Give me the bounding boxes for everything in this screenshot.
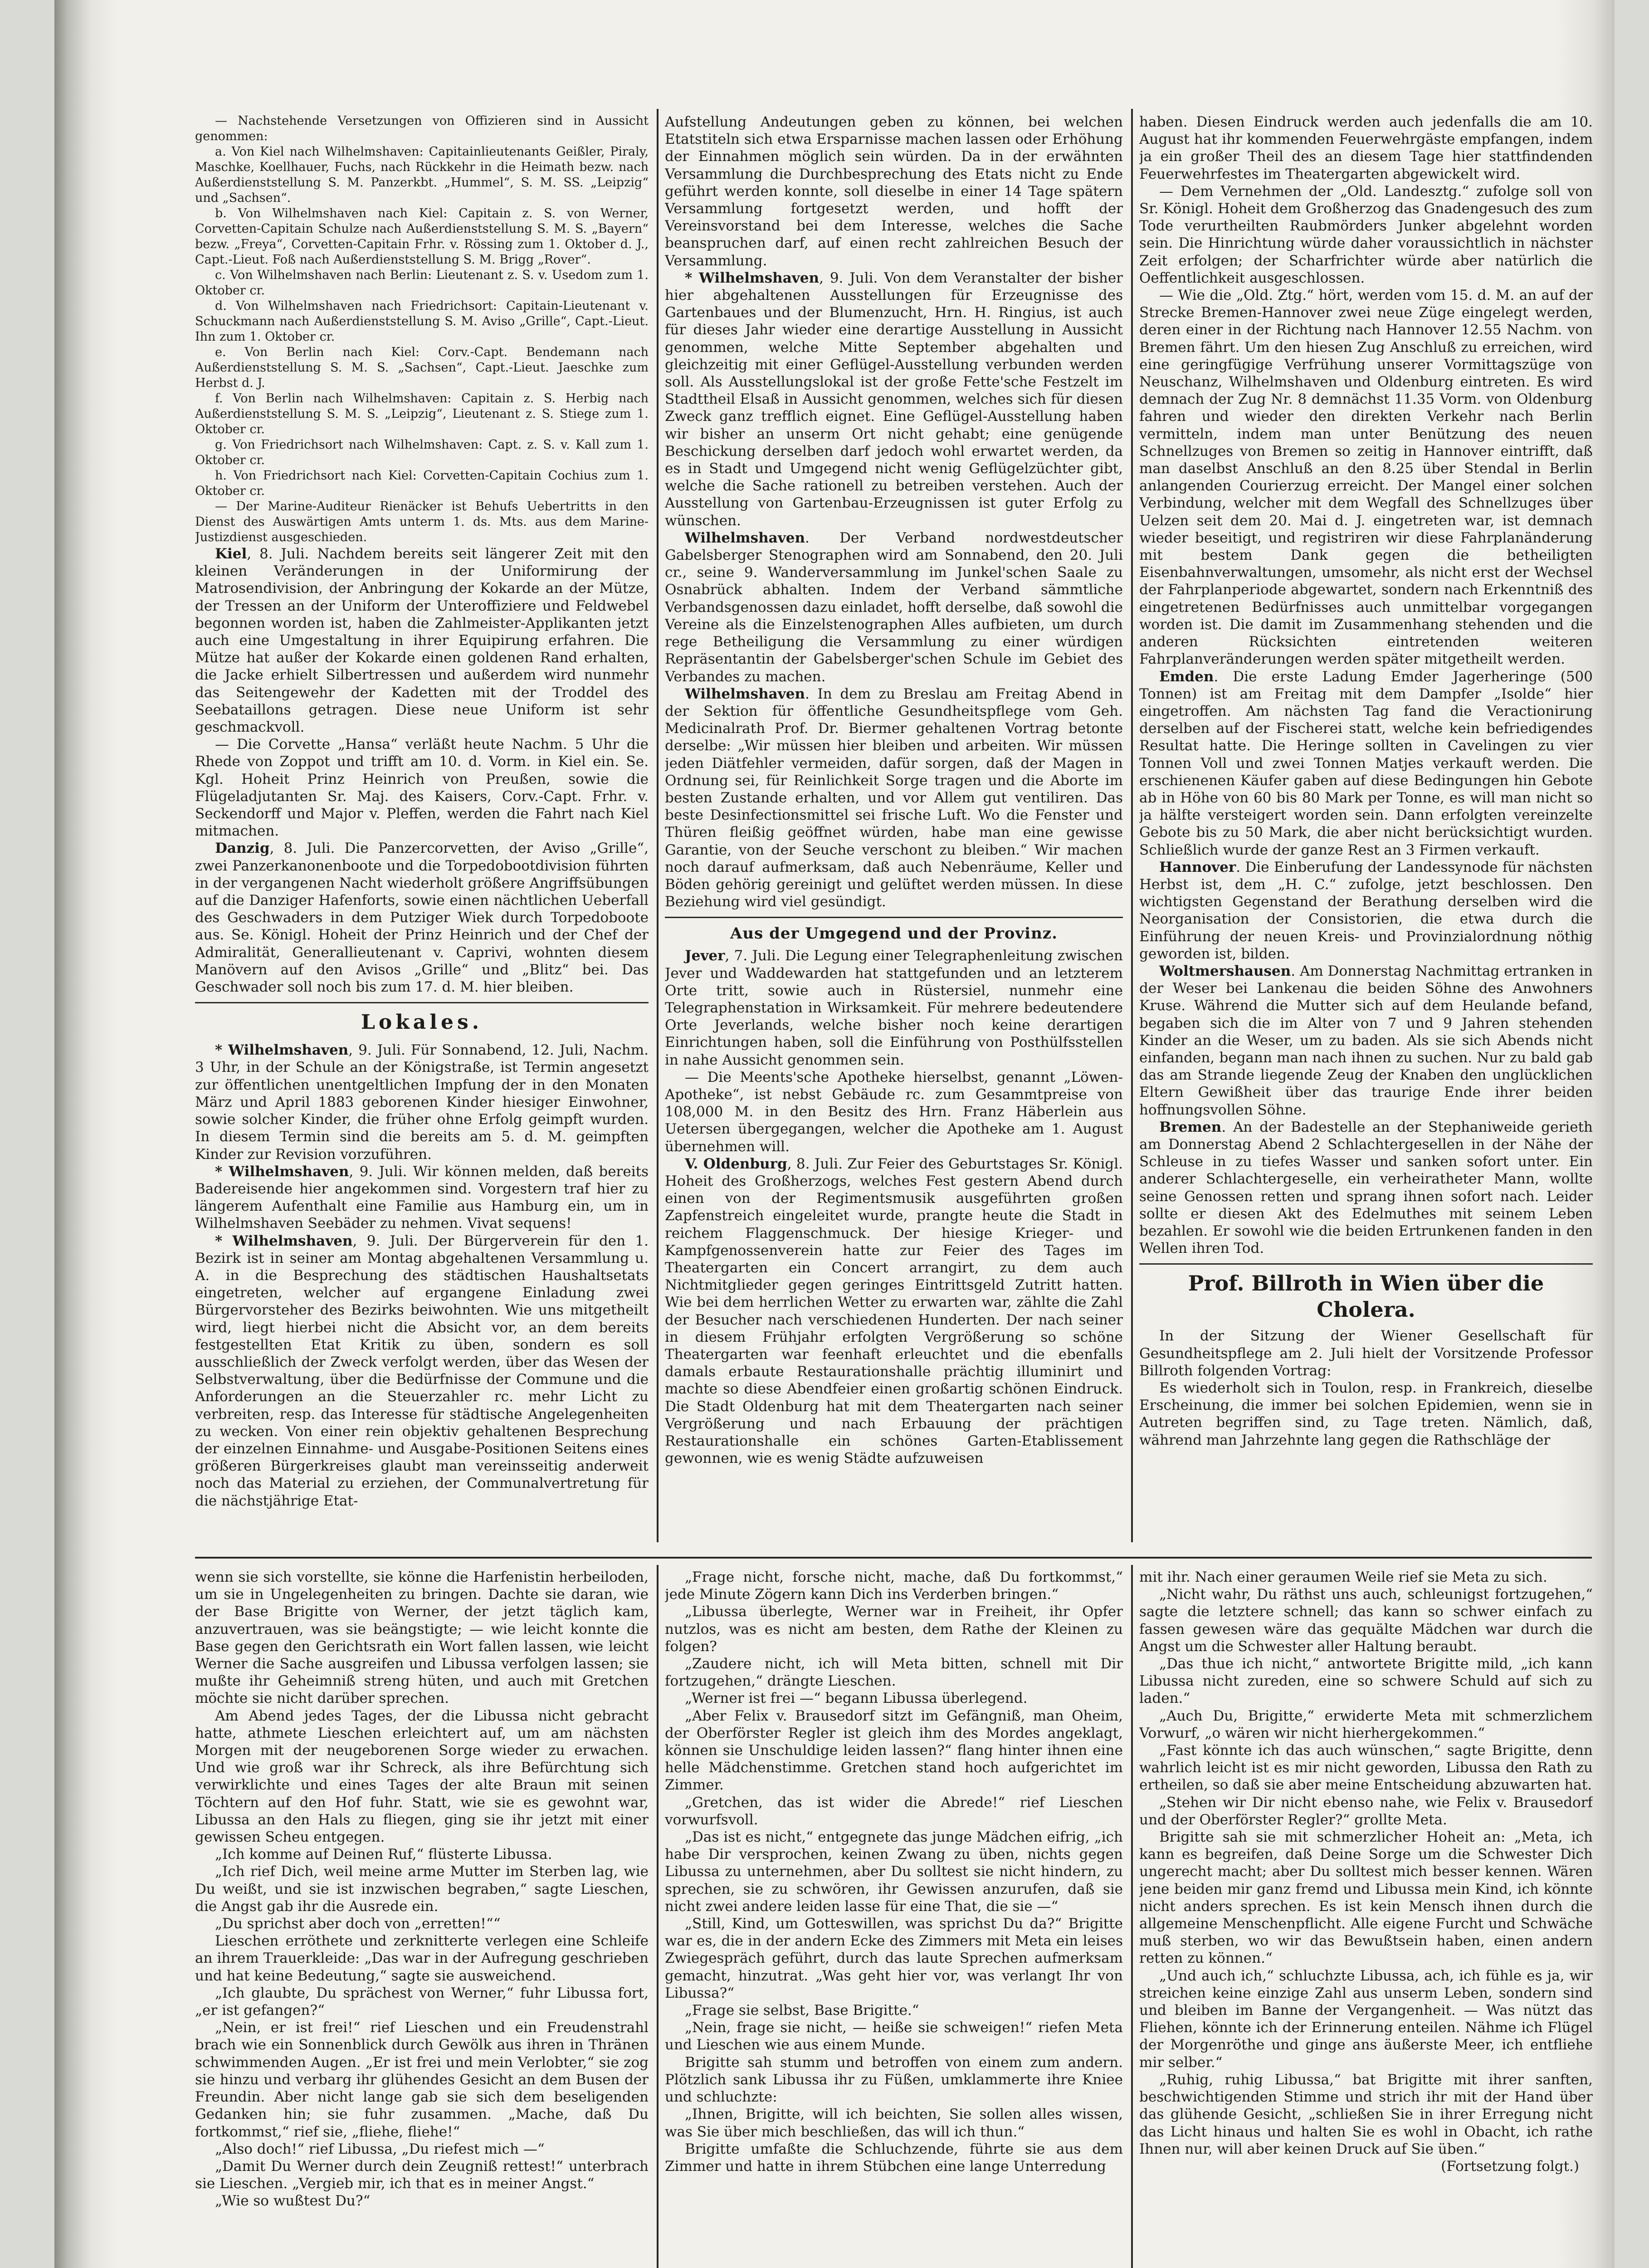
section-divider [1139, 1263, 1593, 1265]
story-text: „Stehen wir Dir nicht ebenso nahe, wie Felix v. Brausedorf und der Oberförster Regler?“ grollte Meta. [1139, 1794, 1593, 1828]
section-divider [195, 1002, 649, 1003]
story-text: „Wie so wußtest Du?“ [215, 2193, 371, 2209]
story-text: „Nein, frage sie nicht, — heiße sie schweigen!“ riefen Meta und Lieschen wie aus einem Munde. [665, 2019, 1123, 2053]
story-text: „Ihnen, Brigitte, will ich beichten, Sie sollen alles wissen, was Sie über mich beschließen, das will ich thun.“ [665, 2106, 1123, 2140]
article-text: Es wiederholt sich in Toulon, resp. in Frankreich, dieselbe Erscheinung, die immer bei solchen Epidemien, wenn sie in Autreten begriffen sind, zu Tage treten. Nämlich, daß, während man Jahrzehnte lang gegen die Rathschläge der [1139, 1380, 1593, 1448]
story-text: „Frage sie selbst, Base Brigitte.“ [685, 2002, 919, 2019]
article-text: Woltmershausen. Am Donnerstag Nachmittag ertranken in der Weser bei Lankenau die beiden Söhne des Anwohners Kruse. Während die Mutter sich auf dem Heulande befand, begaben sich die im Alter von 7 und 9 Jahren stehenden Kinder an die Weser, um zu baden. Als sie sich Abends nicht einfanden, begann man nach ihnen zu suchen. Nur zu bald gab das am Strande liegende Zeug der Knaben den unglücklichen Eltern Gewißheit über das traurige Ende ihrer beiden hoffnungsvollen Söhne. [1139, 963, 1593, 1118]
article-text: V. Oldenburg, 8. Juli. Zur Feier des Geburtstages Sr. Königl. Hoheit des Großherzogs, welches Fest gestern Abend durch einen von der Regimentsmusik ausgeführten großen Zapfenstreich eingeleitet wurde, prangte heute die Stadt in reichem Flaggenschmuck. Der hiesige Krieger- und Kampfgenossenverein hatte zur Feier des Tages im Theatergarten ein Concert arrangirt, zu dem auch Nichtmitglieder gegen geringes Eintrittsgeld Zutritt hatten. Wie bei dem herrlichen Wetter zu erwarten war, zählte die Zahl der Besucher nach verschiedenen Hunderten. Der nach seiner in diesem Frühjahr erfolgten Vergrößerung so schöne Theatergarten war feenhaft erleuchtet und die ebenfalls damals erbaute Restaurationshalle prächtig illuminirt und machte so diese Abendfeier einen großartig schönen Eindruck. Die Stadt Oldenburg hat mit dem Theatergarten nach seiner Vergrößerung und nach Erbauung der prächtigen Restaurationshalle ein schönes Garten-Etablissement gewonnen, wie es wenig Städte aufzuweisen [665, 1155, 1123, 1467]
story-text: „Werner ist frei —“ begann Libussa überlegend. [685, 1690, 1028, 1707]
column-1 [195, 113, 649, 1547]
column-rule-1 [657, 109, 659, 1542]
article-text: Wilhelmshaven. Der Verband nordwestdeutscher Gabelsberger Stenographen wird am Sonnabend, den 20. Juli cr., seine 9. Wanderversammlung im Junkel'schen Saale zu Osnabrück abhalten. Indem der Verband sämmtliche Verbandsgenossen dazu einladet, hofft derselbe, daß sowohl die Vereine als die Einzelstenographen Alles aufbieten, um durch rege Betheiligung die Versammlung zu einer würdigen Repräsentantin der Gabelsberger'schen Schule im Gebiet des Verbandes zu machen. [665, 529, 1123, 685]
story-text: Am Abend jedes Tages, der die Libussa nicht gebracht hatte, athmete Lieschen erleichtert auf, um am nächsten Morgen mit der neugeborenen Sorge wieder zu erwachen. Und wie groß war ihr Schreck, als ihre Befürchtung sich verwirklichte und eines Tages der alte Braun mit seinen Töchtern auf den Hof fuhr. Statt, wie sie es gewohnt war, Libussa an den Hals zu fliegen, ging sie ihr jetzt mit einer gewissen Scheu entgegen. [195, 1707, 649, 1846]
article-text: * Wilhelmshaven, 9. Juli. Für Sonnabend, 12. Juli, Nachm. 3 Uhr, in der Schule an der Königstraße, ist Termin angesetzt zur öffentlichen unentgeltlichen Impfung der in den Monaten März und April 1883 geborenen Kinder hiesiger Einwohner, sowie solcher Kinder, die früher ohne Erfolg geimpft wurden. In diesem Termin sind die bereits am 5. d. M. geimpften Kinder zur Revision vorzuführen. [195, 1042, 649, 1163]
story-text: „Und auch ich,“ schluchzte Libussa, ach, ich fühle es ja, wir streichen keine einzige Zahl aus unserm Leben, sondern sind und bleiben im Banne der Vergangenheit. — Was nützt das Fliehen, könnte ich der Erinnerung enteilen. Nähme ich Flügel der Morgenröthe und ginge ans äußerste Meer, ich entfliehe mir selber.“ [1139, 1967, 1593, 2071]
story-text: „Libussa überlegte, Werner war in Freiheit, ihr Opfer nutzlos, was es nicht am besten, dem Rathe der Kleinen zu folgen? [665, 1603, 1123, 1655]
column-5 [665, 1569, 1123, 2268]
story-text: „Das ist es nicht,“ entgegnete das junge Mädchen eifrig, „ich habe Dir versprochen, keinen Zwang zu üben, nichts gegen Libussa zu unternehmen, aber Du solltest sie nicht hindern, zu sprechen, sie zu schwören, ihr Gewissen anzurufen, daß sie nicht zwei andere leiden lasse für eine That, die sie —“ [665, 1829, 1123, 1915]
column-rule-4 [1131, 1565, 1133, 2268]
story-text: „Nicht wahr, Du räthst uns auch, schleunigst fortzugehen,“ sagte die letztere schnell; das kann so schwer einfach zu fassen gewesen wäre das gequälte Mädchen war durch die Angst um die Schwester aller Haltung beraubt. [1139, 1586, 1593, 1655]
story-text: „Ruhig, ruhig Libussa,“ bat Brigitte mit ihrer sanften, beschwichtigenden Stimme und strich ihr mit der Hand über das glühende Gesicht, „schließen Sie in ihrer Erregung nicht das Licht hinaus und halten Sie es wohl in Obacht, ich rathe Ihnen nur, will aber keinen Druck auf Sie üben.“ [1139, 2071, 1593, 2157]
article-text: Bremen. An der Badestelle an der Stephaniweide gerieth am Donnerstag Abend 2 Schlachtergesellen in der Nähe der Schleuse in zu tiefes Wasser und sanken sofort unter. Ein anderer Schlachtergeselle, ein verheiratheter Mann, wollte seine Genossen retten und sprang ihnen sofort nach. Leider sollte er diesen Akt des Edelmuthes mit seinem Leben bezahlen. Er sowohl wie die beiden Ertrunkenen fanden in den Wellen ihren Tod. [1139, 1119, 1593, 1257]
section-divider [665, 917, 1123, 918]
continuation-note: (Fortsetzung folgt.) [1441, 2158, 1579, 2175]
article-text: a. Von Kiel nach Wilhelmshaven: Capitainlieutenants Geißler, Piraly, Maschke, Koellhauer, Fuchs, nach Rückkehr in die Heimath bezw. nach Außerdienststellung S. M. Panzerkbt. „Hummel“, S. M. SS. „Leipzig“ und „Sachsen“. [195, 145, 649, 205]
story-text: Brigitte sah stumm und betroffen von einem zum andern. Plötzlich sank Libussa ihr zu Füßen, umklammerte ihre Kniee und schluchzte: [665, 2054, 1123, 2106]
story-text: „Das thue ich nicht,“ antwortete Brigitte mild, „ich kann Libussa nicht zureden, eine so schwere Schuld auf sich zu laden.“ [1139, 1656, 1593, 1707]
article-text: — Der Marine-Auditeur Rienäcker ist Behufs Uebertritts in den Dienst des Auswärtigen Amts unterm 1. ds. Mts. aus dem Marine-Justizdienst ausgeschieden. [195, 499, 649, 544]
article-text: g. Von Friedrichsort nach Wilhelmshaven: Capt. z. S. v. Kall zum 1. Oktober cr. [195, 438, 649, 467]
story-text: „Zaudere nicht, ich will Meta bitten, schnell mit Dir fortzugehen,“ drängte Lieschen. [665, 1656, 1123, 1690]
column-4 [195, 1569, 649, 2268]
story-text: „Still, Kind, um Gotteswillen, was sprichst Du da?“ Brigitte war es, die in der andern Ecke des Zimmers mit Meta ein leises Zwiegespräch geführt, durch das laute Sprechen aufmerksam gemacht, hinzutrat. „Was geht hier vor, was verlangt Ihr von Libussa?“ [665, 1916, 1123, 2001]
story-text: „Auch Du, Brigitte,“ erwiderte Meta mit schmerzlichem Vorwurf, „o wären wir nicht hierhergekommen.“ [1139, 1707, 1593, 1741]
binding-shadow [54, 0, 118, 2268]
column-6 [1139, 1569, 1593, 2268]
column-rule-2 [1131, 109, 1133, 1542]
story-text: Brigitte umfaßte die Schluchzende, führte sie aus dem Zimmer und hatte in ihrem Stübchen eine lange Unterredung [665, 2141, 1123, 2175]
article-text: f. Von Berlin nach Wilhelmshaven: Capitain z. S. Herbig nach Außerdienststellung S. M. S. „Leipzig“, Lieutenant z. S. Stiege zum 1. Oktober cr. [195, 391, 649, 436]
story-text: „Ich rief Dich, weil meine arme Mutter im Sterben lag, wie Du weißt, und sie ist inzwischen begraben,“ sagte Lieschen, die Angst gab ihr die Ausrede ein. [195, 1863, 649, 1915]
section-heading-umgegend: Aus der Umgegend und der Provinz. [730, 924, 1058, 943]
article-text: — Die Meents'sche Apotheke hierselbst, genannt „Löwen-Apotheke“, ist nebst Gebäude rc. zum Gesammtpreise von 108,000 M. in den Besitz des Hrn. Franz Häberlein aus Uetersen übergegangen, welcher die Apotheke am 1. August übernehmen will. [665, 1069, 1123, 1155]
story-text: wenn sie sich vorstellte, sie könne die Harfenistin herbeiloden, um sie in Ungelegenheiten zu bringen. Dachte sie daran, wie der Base Brigitte von Werner, der jetzt täglich kam, anzuvertrauen, was sie beängstigte; — wie leicht konnte die Base gegen den Gerichtsrath ein Wort fallen lassen, wie leicht Werner die Sache ausgreifen und Libussa verfolgen lassen; sie mußte ihr Geheimniß streng hüten, und auch mit Gretchen möchte sie nicht darüber sprechen. [195, 1569, 649, 1707]
article-text: In der Sitzung der Wiener Gesellschaft für Gesundheitspflege am 2. Juli hielt der Vorsitzende Professor Billroth folgenden Vortrag: [1139, 1328, 1593, 1379]
story-text: „Damit Du Werner durch dein Zeugniß rettest!“ unterbrach sie Lieschen. „Vergieb mir, ich that es in meiner Angst.“ [195, 2158, 649, 2192]
column-2 [665, 113, 1123, 1547]
article-text: haben. Diesen Eindruck werden auch jedenfalls die am 10. August hat ihr kommenden Feuerwehrgäste empfangen, indem ja ein großer Theil des an diesem Tage hier stattfindenden Feuerwehrfestes im Theatergarten abgewickelt wird. [1139, 114, 1593, 182]
column-3 [1139, 113, 1593, 1547]
article-text: Kiel, 8. Juli. Nachdem bereits seit längerer Zeit mit den kleinen Veränderungen in der Uniformirung der Matrosendivision, der Anbringung der Kokarde an der Mütze, der Tressen an der Uniform der Unteroffiziere und Feldwebel begonnen worden ist, haben die Zahlmeister-Applikanten jetzt auch eine Umgestaltung in ihrer Equipirung erfahren. Die Mütze hat außer der Kokarde einen goldenen Rand erhalten, die Jacke erhielt Silbertressen und außerdem wird nunmehr das Seitengewehr der Kadetten mit der Troddel des Seebataillons getragen. Diese neue Uniform ist sehr geschmackvoll. [195, 546, 649, 736]
article-text: — Die Corvette „Hansa“ verläßt heute Nachm. 5 Uhr die Rhede von Zoppot und trifft am 10. d. Vorm. in Kiel ein. Se. Kgl. Hoheit Prinz Heinrich von Preußen, sowie die Flügeladjutanten Sr. Maj. des Kaisers, Corv.-Capt. Frhr. v. Seckendorff und Major v. Pleffen, werden die Fahrt nach Kiel mitmachen. [195, 736, 649, 840]
story-text: Lieschen erröthete und zerknitterte verlegen eine Schleife an ihrem Trauerkleide: „Das war in der Aufregung geschrieben und hat keine Bedeutung,“ sagte sie ausweichend. [195, 1933, 649, 1984]
article-text: Aufstellung Andeutungen geben zu können, bei welchen Etatstiteln sich etwa Ersparnisse machen lassen oder Erhöhung der Einnahmen möglich sein würden. Da in der erwähnten Versammlung die Durchbesprechung des Etats nicht zu Ende geführt werden konnte, soll dieselbe in einer 14 Tage spätern Versammlung fortgesetzt werden, und hofft der Vereinsvorstand bei dem Interesse, welches die Sache beanspruchen darf, auf einen recht zahlreichen Besuch der Versammlung. [665, 114, 1123, 269]
story-text: mit ihr. Nach einer geraumen Weile rief sie Meta zu sich. [1139, 1569, 1547, 1585]
article-text: Jever, 7. Juli. Die Legung einer Telegraphenleitung zwischen Jever und Waddewarden hat stattgefunden und an letzterem Orte tritt, sowie auch in Rüstersiel, nunmehr eine Telegraphenstation in Wirksamkeit. Für mehrere bedeutendere Orte Jeverlands, welche bisher noch keine derartigen Einrichtungen haben, soll die Einführung von Posthülfsstellen in nahe Aussicht genommen sein. [665, 948, 1123, 1068]
article-text: h. Von Friedrichsort nach Kiel: Corvetten-Capitain Cochius zum 1. Oktober cr. [195, 469, 649, 498]
section-rule-lower [195, 1557, 1592, 1559]
story-text: „Du sprichst aber doch von „erretten!““ [215, 1916, 501, 1932]
column-rule-3 [657, 1565, 659, 2268]
article-text: — Dem Vernehmen der „Old. Landesztg.“ zufolge soll von Sr. Königl. Hoheit dem Großherzog das Gnadengesuch des zum Tode verurtheilten Raubmörders Junker abgelehnt worden sein. Die Hinrichtung würde daher voraussichtlich in nächster Zeit erfolgen; der Scharfrichter würde aber natürlich die Oeffentlichkeit ausgeschlossen. [1139, 183, 1593, 286]
story-text: „Frage nicht, forsche nicht, mache, daß Du fortkommst,“ jede Minute Zögern kann Dich ins Verderben bringen.“ [665, 1569, 1123, 1603]
story-text: „Gretchen, das ist wider die Abrede!“ rief Lieschen vorwurfsvoll. [665, 1794, 1123, 1828]
article-text: b. Von Wilhelmshaven nach Kiel: Capitain z. S. von Werner, Corvetten-Capitain Schulze nach Außerdienststellung S. M. S. „Bayern“ bezw. „Freya“, Corvetten-Capitain Frhr. v. Rössing zum 1. Oktober d. J., Capt.-Lieut. Foß nach Außerdienststellung S. M. Brigg „Rover“. [195, 206, 649, 267]
story-text: „Also doch!“ rief Libussa, „Du riefest mich —“ [215, 2141, 545, 2157]
article-text: Wilhelmshaven. In dem zu Breslau am Freitag Abend in der Sektion für öffentliche Gesundheitspflege vom Geh. Medicinalrath Prof. Dr. Biermer gehaltenen Vortrag betonte derselbe: „Wir müssen hier bleiben und arbeiten. Wir müssen jeden Diätfehler vermeiden, dafür sorgen, daß der Magen in Ordnung sei, für Reinlichkeit Sorge tragen und die Aborte im besten Zustande erhalten, und vor Allem gut ventiliren. Das beste Desinfectionsmittel sei frische Luft. Wo die Fenster und Thüren fleißig geöffnet würden, habe man eine gewisse Garantie, von der Seuche verschont zu bleiben.“ Wir machen noch darauf aufmerksam, daß auch Nebenräume, Keller und Böden gehörig gereinigt und gelüftet werden müssen. In diese Beziehung wird viel gesündigt. [665, 685, 1123, 910]
article-text: e. Von Berlin nach Kiel: Corv.-Capt. Bendemann nach Außerdienststellung S. M. S. „Sachsen“, Capt.-Lieut. Jaeschke zum Herbst d. J. [195, 345, 649, 390]
article-text: * Wilhelmshaven, 9. Juli. Von dem Veranstalter der bisher hier abgehaltenen Ausstellungen für Erzeugnisse des Gartenbaues und der Blumenzucht, Hrn. H. Ringius, ist auch für dieses Jahr wieder eine derartige Ausstellung in Aussicht genommen, welche Mitte September abgehalten und gleichzeitig mit einer Geflügel-Ausstellung verbunden werden soll. Als Ausstellungslokal ist der große Fette'sche Festzelt im Stadttheil Elsaß in Aussicht genommen, welches sich für diesen Zweck ganz trefflich eignet. Eine Geflügel-Ausstellung haben wir bisher an unserm Ort nicht gehabt; eine genügende Beschickung derselben darf jedoch wohl erwartet werden, da es in Stadt und Umgegend nicht wenig Geflügelzüchter gibt, welche die Sache rationell zu betreiben verstehen. Auch der Ausstellung von Gartenbau-Erzeugnissen ist guter Erfolg zu wünschen. [665, 269, 1123, 529]
article-text: d. Von Wilhelmshaven nach Friedrichsort: Capitain-Lieutenant v. Schuckmann nach Außerdienststellung S. M. Aviso „Grille“, Capt.-Lieut. Ihn zum 1. Oktober cr. [195, 299, 649, 344]
story-text: „Aber Felix v. Brausedorf sitzt im Gefängniß, man Oheim, der Oberförster Regler ist gleich ihm des Mordes angeklagt, können sie Unschuldige leiden lassen?“ flang hinter ihnen eine helle Mädchenstimme. Gretchen stand hoch aufgerichtet im Zimmer. [665, 1707, 1123, 1794]
section-heading-lokales: Lokales. [361, 1011, 483, 1034]
newspaper-page [54, 0, 1615, 2268]
story-text: „Ich komme auf Deinen Ruf,“ flüsterte Libussa. [215, 1846, 552, 1863]
story-text: „Ich glaubte, Du sprächest von Werner,“ fuhr Libussa fort, „er ist gefangen?“ [195, 1984, 649, 2019]
article-text: c. Von Wilhelmshaven nach Berlin: Lieutenant z. S. v. Usedom zum 1. Oktober cr. [195, 268, 649, 298]
story-text: „Fast könnte ich das auch wünschen,“ sagte Brigitte, denn wahrlich leicht ist es mir nicht geworden, Libussa den Rath zu ertheilen, so daß sie aber meine Entscheidung abzuwarten hat. [1139, 1742, 1593, 1794]
story-text: „Nein, er ist frei!“ rief Lieschen und ein Freudenstrahl brach wie ein Sonnenblick durch Gewölk aus ihren in Thränen schwimmenden Augen. „Er ist frei und mein Verlobter,“ sie zog sie hinzu und verbarg ihr glühendes Gesicht an dem Busen der Freundin. Aber nicht lange gab sie sich dem beseligenden Gedanken hin; sie fuhr zusammen. „Mache, daß Du fortkommst,“ rief sie, „fliehe, fliehe!“ [195, 2019, 649, 2140]
article-heading-billroth: Prof. Billroth in Wien über die Cholera. [1188, 1271, 1544, 1322]
article-text: * Wilhelmshaven, 9. Juli. Wir können melden, daß bereits Badereisende hier angekommen sind. Vorgestern traf hier zu längerem Aufenthalt eine Familie aus Hamburg ein, um in Wilhelmshaven Seebäder zu nehmen. Vivat sequens! [195, 1163, 649, 1232]
story-text: Brigitte sah sie mit schmerzlicher Hoheit an: „Meta, ich kann es begreifen, daß Deine Sorge um die Schwester Dich ungerecht macht; aber Du solltest mich besser kennen. Wären jene beiden mir ganz fremd und Libussa mein Kind, ich könnte nicht anders sprechen. Es ist kein Mensch ihnen durch die allgemeine Menschenpflicht. Alle eigene Furcht und Schwäche muß sterben, wo wir das Bewußtsein haben, einen andern retten zu können.“ [1139, 1829, 1593, 1967]
article-text: * Wilhelmshaven, 9. Juli. Der Bürgerverein für den 1. Bezirk ist in seiner am Montag abgehaltenen Versammlung u. A. in die Besprechung des städtischen Haushaltsetats eingetreten, welcher auf ergangene Einladung zwei Bürgervorsteher des Bezirks beiwohnten. Wie uns mitgetheilt wird, liegt hierbei nicht die Absicht vor, an dem bereits festgestellten Etat Kritik zu üben, sondern es soll ausschließlich der Zweck verfolgt werden, über das Wesen der Selbstverwaltung, über die Bedürfnisse der Commune und die Anforderungen an die Steuerzahler rc. mehr Licht zu verbreiten, resp. das Interesse für städtische Angelegenheiten zu wecken. Von einer rein objektiv gehaltenen Besprechung der einzelnen Einnahme- und Ausgabe-Positionen Seitens eines größeren Bürgerkreises glaubt man vereinsseitig anderweit noch das Material zu erziehen, der Communalvertretung für die nächstjährige Etat- [195, 1232, 649, 1509]
article-text: — Wie die „Old. Ztg.“ hört, werden vom 15. d. M. an auf der Strecke Bremen-Hannover zwei neue Züge eingelegt werden, deren einer in der Richtung nach Hannover 12.55 Nachm. von Bremen fährt. Um den hiesen Zug Anschluß zu erreichen, wird eine geringfügige Verfrühung unserer Vormittagszüge von Neuschanz, Wilhelmshaven und Oldenburg eintreten. Es wird demnach der Zug Nr. 8 demnächst 11.35 Vorm. von Oldenburg fahren und wieder den direkten Verkehr nach Berlin vermitteln, indem man unter Benützung des neuen Schnellzuges von Bremen so zeitig in Hannover eintrifft, daß man daselbst Anschluß an den 8.25 über Stendal in Berlin anlangenden Courierzug erreicht. Der Mangel einer solchen Verbindung, welcher mit dem Wegfall des Schnellzuges über Uelzen seit dem 20. Mai d. J. eingetreten war, ist demnach wieder beseitigt, und registriren wir diese Fahrplanänderung mit bestem Dank gegen die betheiligten Eisenbahnverwaltungen, umsomehr, als nicht erst der Wechsel der Fahrplanperiode abgewartet, sondern nach Erkenntniß des eingetretenen Bedürfnisses auch unmittelbar vorgegangen worden ist. Die damit im Zusammenhang stehenden und die anderen Rücksichten eintretenden weiteren Fahrplanveränderungen werden später mitgetheilt werden. [1139, 287, 1593, 668]
article-text: — Nachstehende Versetzungen von Offizieren sind in Aussicht genommen: [195, 114, 649, 143]
article-text: Emden. Die erste Ladung Emder Jagerheringe (500 Tonnen) ist am Freitag mit dem Dampfer „Isolde“ hier eingetroffen. Am nächsten Tag fand die Veractionirung derselben auf der Fischerei statt, welche kein befriedigendes Resultat hatte. Die Heringe sollten in Cavelingen zu vier Tonnen Voll und zwei Tonnen Matjes verkauft werden. Die erschienenen Käufer gaben auf diese Bedingungen hin Gebote ab in Höhe von 60 bis 80 Mark per Tonne, es will man nicht so ja hälfte versteigert worden sein. Dann erfolgten vereinzelte Gebote bis zu 50 Mark, die aber nicht berücksichtigt wurden. Schließlich wurde der ganze Rest an 3 Firmen verkauft. [1139, 668, 1593, 858]
article-text: Hannover. Die Einberufung der Landessynode für nächsten Herbst ist, dem „H. C.“ zufolge, jetzt beschlossen. Den wichtigsten Gegenstand der Berathung derselben wird die Neorganisation der Consistorien, die etwa durch die Einführung der neuen Kreis- und Provinzialordnung nöthig geworden ist, bilden. [1139, 859, 1593, 962]
article-text: Danzig, 8. Juli. Die Panzercorvetten, der Aviso „Grille“, zwei Panzerkanonenboote und die Torpedobootdivision führten in der vergangenen Nacht wiederholt größere Angriffsübungen auf die Danziger Hafenforts, sowie einen nächtlichen Ueberfall des Geschwaders in dem Putziger Wiek durch Torpedoboote aus. Se. Königl. Hoheit der Prinz Heinrich und der Chef der Admiralität, Generallieutenant v. Caprivi, wohnten diesem Manövern auf den Avisos „Grille“ und „Blitz“ bei. Das Geschwader soll noch bis zum 17. d. M. hier bleiben. [195, 840, 649, 996]
